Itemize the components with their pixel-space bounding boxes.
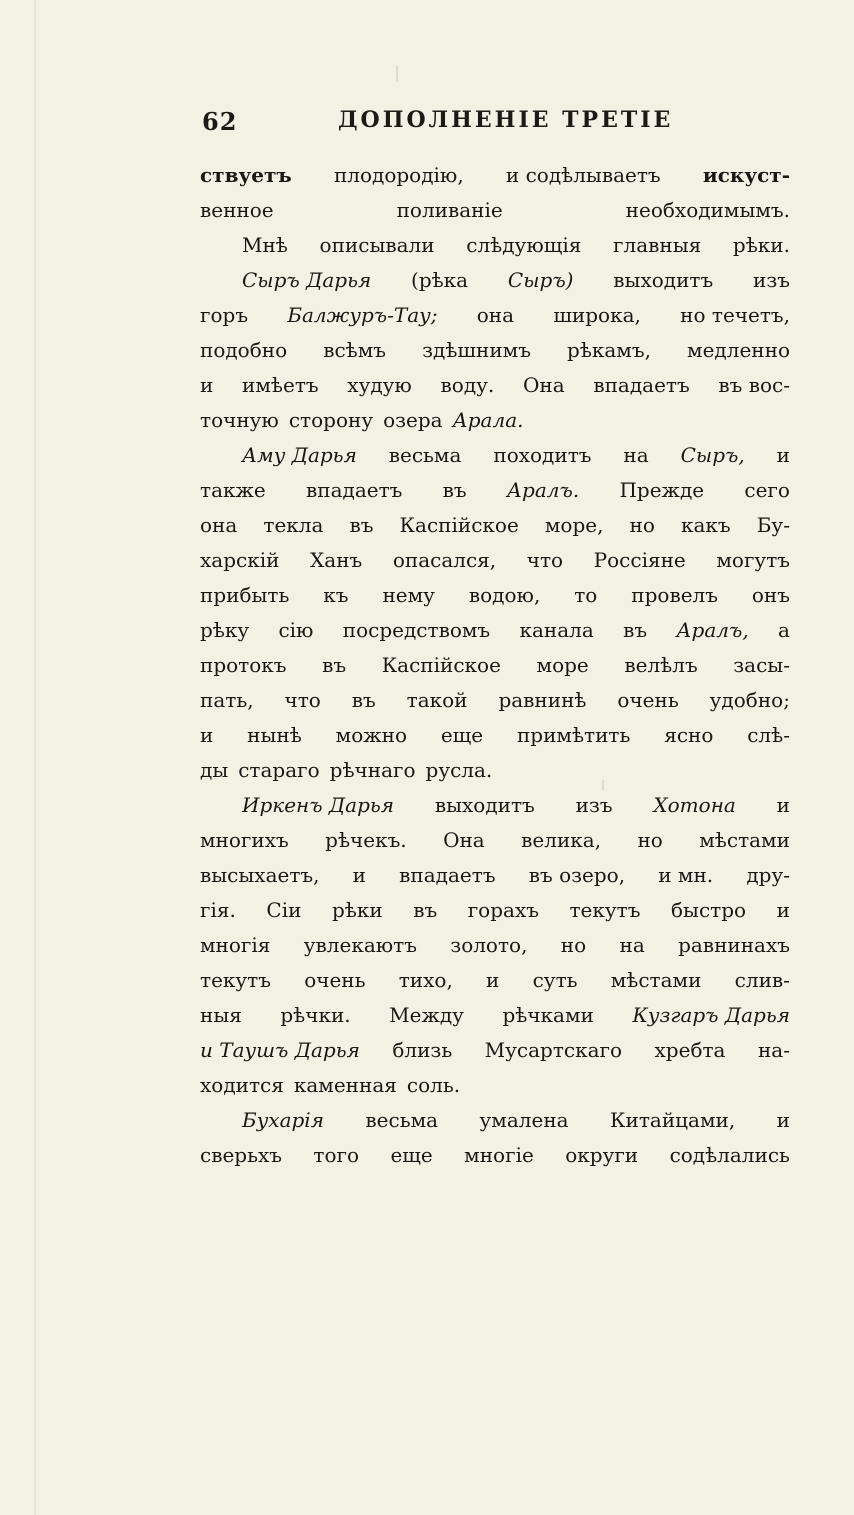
text-line bbox=[200, 473, 790, 508]
text-segment: весьма bbox=[365, 1108, 439, 1132]
text-line bbox=[200, 963, 790, 998]
text-segment: главныя bbox=[613, 233, 702, 257]
text-segment: въ bbox=[349, 513, 374, 537]
text-segment: рѣчнаго bbox=[329, 758, 416, 782]
text-segment: ствуетъ bbox=[200, 163, 292, 187]
text-line bbox=[200, 543, 790, 578]
text-segment: засы- bbox=[733, 653, 790, 677]
text-segment: Между bbox=[389, 1003, 464, 1027]
text-segment: Хотона bbox=[653, 793, 736, 817]
text-segment: широка, bbox=[553, 303, 641, 327]
text-segment: равнинахъ bbox=[678, 933, 790, 957]
text-segment: выходитъ bbox=[434, 793, 535, 817]
text-segment: нему bbox=[382, 583, 435, 607]
text-segment: очень bbox=[304, 968, 366, 992]
text-segment: ясно bbox=[664, 723, 714, 747]
text-segment: изъ bbox=[753, 268, 790, 292]
text-segment: примѣтить bbox=[516, 723, 631, 747]
text-segment: а bbox=[778, 618, 790, 642]
text-segment: но bbox=[629, 513, 655, 537]
text-segment: протокъ bbox=[200, 653, 287, 677]
text-segment: рѣки bbox=[331, 898, 383, 922]
text-segment: медленно bbox=[687, 338, 790, 362]
text-line bbox=[200, 193, 790, 228]
text-segment: море bbox=[536, 653, 589, 677]
text-segment: и bbox=[200, 373, 214, 397]
text-segment: точную bbox=[200, 408, 279, 432]
text-segment: въ bbox=[322, 653, 347, 677]
text-segment: умалена bbox=[479, 1108, 569, 1132]
text-segment: Россіяне bbox=[593, 548, 686, 572]
text-segment: Сыръ) bbox=[507, 268, 574, 292]
text-segment: очень bbox=[617, 688, 679, 712]
text-segment: и Таушъ Дарья bbox=[200, 1038, 360, 1062]
text-segment: велика, bbox=[521, 828, 602, 852]
text-segment: Иркенъ Дарья bbox=[242, 793, 395, 817]
text-segment: округи bbox=[565, 1143, 639, 1167]
text-segment: опасался, bbox=[392, 548, 497, 572]
text-segment: велѣлъ bbox=[624, 653, 698, 677]
text-segment: хребта bbox=[654, 1038, 726, 1062]
text-line bbox=[200, 403, 790, 438]
text-segment: русла. bbox=[425, 758, 493, 782]
text-segment: въ вос- bbox=[718, 373, 790, 397]
text-line bbox=[200, 998, 790, 1033]
text-segment: быстро bbox=[670, 898, 747, 922]
text-segment: въ bbox=[442, 478, 467, 502]
text-segment: еще bbox=[390, 1143, 433, 1167]
text-segment: текутъ bbox=[200, 968, 271, 992]
text-segment: ныя bbox=[200, 1003, 242, 1027]
text-segment: ды bbox=[200, 758, 229, 782]
text-segment: впадаетъ bbox=[399, 863, 496, 887]
text-line bbox=[200, 858, 790, 893]
text-segment: многіе bbox=[464, 1143, 534, 1167]
text-segment: и мн. bbox=[658, 863, 714, 887]
text-segment: Балжуръ-Тау; bbox=[287, 303, 438, 327]
text-segment: равнинѣ bbox=[498, 688, 587, 712]
text-segment: Мусартскаго bbox=[484, 1038, 623, 1062]
text-segment: море, bbox=[544, 513, 604, 537]
text-segment: всѣмъ bbox=[323, 338, 387, 362]
text-segment: поливаніе bbox=[396, 198, 503, 222]
text-line bbox=[200, 263, 790, 298]
text-segment: но bbox=[637, 828, 663, 852]
text-segment: Аралъ, bbox=[676, 618, 749, 642]
text-segment: на bbox=[619, 933, 645, 957]
text-segment: слѣдующія bbox=[466, 233, 582, 257]
text-line bbox=[200, 1138, 790, 1173]
text-segment: многихъ bbox=[200, 828, 289, 852]
text-segment: выходитъ bbox=[613, 268, 714, 292]
text-segment: искуст- bbox=[702, 163, 790, 187]
running-title: ДОПОЛНЕНІЕ ТРЕТІЕ bbox=[338, 107, 674, 133]
text-segment: рѣчки. bbox=[280, 1003, 351, 1027]
page-header bbox=[202, 103, 672, 143]
text-line bbox=[200, 368, 790, 403]
text-line bbox=[200, 158, 790, 193]
text-segment: гія. bbox=[200, 898, 236, 922]
text-segment: рѣчекъ. bbox=[325, 828, 407, 852]
text-line bbox=[200, 228, 790, 263]
text-line bbox=[200, 893, 790, 928]
text-segment: дру- bbox=[746, 863, 790, 887]
text-segment: Сыръ, bbox=[680, 443, 745, 467]
text-segment: Каспійское bbox=[399, 513, 519, 537]
text-segment: какъ bbox=[681, 513, 731, 537]
text-segment: къ bbox=[323, 583, 349, 607]
text-line bbox=[200, 788, 790, 823]
text-segment: канала bbox=[519, 618, 594, 642]
text-segment: такой bbox=[406, 688, 468, 712]
page-smudge bbox=[396, 66, 398, 82]
text-segment: многія bbox=[200, 933, 271, 957]
text-segment: Бухарія bbox=[242, 1108, 324, 1132]
text-segment: венное bbox=[200, 198, 274, 222]
text-segment: тихо, bbox=[398, 968, 453, 992]
text-segment: подобно bbox=[200, 338, 288, 362]
text-segment: сторону bbox=[288, 408, 374, 432]
text-segment: Аралъ. bbox=[506, 478, 580, 502]
text-line bbox=[200, 718, 790, 753]
text-segment: слѣ- bbox=[747, 723, 790, 747]
text-segment: что bbox=[526, 548, 564, 572]
text-segment: Каспійское bbox=[381, 653, 501, 677]
text-segment: провелъ bbox=[631, 583, 718, 607]
text-segment: Она bbox=[522, 373, 565, 397]
text-line bbox=[200, 928, 790, 963]
text-segment: она bbox=[200, 513, 238, 537]
text-segment: высыхаетъ, bbox=[200, 863, 320, 887]
text-segment: слив- bbox=[734, 968, 790, 992]
text-segment: посредствомъ bbox=[342, 618, 491, 642]
text-segment: но течетъ, bbox=[680, 303, 790, 327]
text-line bbox=[200, 613, 790, 648]
text-segment: въ bbox=[623, 618, 648, 642]
text-segment: она bbox=[476, 303, 515, 327]
text-segment: весьма bbox=[388, 443, 462, 467]
text-segment: стараго bbox=[238, 758, 320, 782]
text-segment: (рѣка bbox=[411, 268, 469, 292]
text-segment: сего bbox=[744, 478, 790, 502]
page-number: 62 bbox=[202, 107, 238, 136]
text-segment: но bbox=[560, 933, 587, 957]
text-segment: сію bbox=[278, 618, 314, 642]
body-text bbox=[200, 158, 790, 1173]
text-segment: изъ bbox=[575, 793, 613, 817]
text-segment: на bbox=[623, 443, 649, 467]
text-segment: Бу- bbox=[756, 513, 790, 537]
text-line bbox=[200, 333, 790, 368]
text-segment: рѣки. bbox=[732, 233, 790, 257]
text-segment: походитъ bbox=[493, 443, 592, 467]
text-segment: впадаетъ bbox=[593, 373, 690, 397]
text-segment: онъ bbox=[751, 583, 790, 607]
text-segment: также bbox=[200, 478, 266, 502]
text-segment: имѣетъ bbox=[242, 373, 319, 397]
text-segment: нынѣ bbox=[247, 723, 302, 747]
text-segment: Кузгаръ Дарья bbox=[632, 1003, 790, 1027]
text-segment: могутъ bbox=[716, 548, 790, 572]
text-segment: сверьхъ bbox=[200, 1143, 282, 1167]
text-segment: мѣстами bbox=[610, 968, 702, 992]
text-segment: Аму Дарья bbox=[242, 443, 357, 467]
text-segment: горахъ bbox=[467, 898, 539, 922]
text-segment: золото, bbox=[450, 933, 528, 957]
text-segment: въ bbox=[413, 898, 438, 922]
text-segment: воду. bbox=[440, 373, 495, 397]
text-segment: необходимымъ. bbox=[625, 198, 790, 222]
text-segment: еще bbox=[440, 723, 484, 747]
text-segment: и bbox=[486, 968, 500, 992]
text-segment: Ханъ bbox=[310, 548, 363, 572]
text-line bbox=[200, 298, 790, 333]
text-segment: горъ bbox=[200, 303, 249, 327]
text-segment: и bbox=[776, 898, 790, 922]
text-segment: здѣшнимъ bbox=[422, 338, 531, 362]
text-segment: текла bbox=[263, 513, 324, 537]
text-segment: каменная bbox=[293, 1073, 397, 1097]
text-segment: Арала. bbox=[452, 408, 524, 432]
text-segment: водою, bbox=[468, 583, 541, 607]
text-line bbox=[200, 648, 790, 683]
text-segment: Сіи bbox=[266, 898, 302, 922]
text-segment: Прежде bbox=[619, 478, 705, 502]
text-segment: рѣкамъ, bbox=[567, 338, 651, 362]
text-segment: пать, bbox=[200, 688, 254, 712]
text-line bbox=[200, 508, 790, 543]
text-segment: суть bbox=[532, 968, 578, 992]
text-segment: на- bbox=[757, 1038, 790, 1062]
text-segment: Мнѣ bbox=[242, 233, 288, 257]
text-segment: можно bbox=[335, 723, 408, 747]
text-segment: близь bbox=[392, 1038, 453, 1062]
text-segment: прибыть bbox=[200, 583, 290, 607]
text-line bbox=[200, 1103, 790, 1138]
text-line bbox=[200, 1033, 790, 1068]
text-line bbox=[200, 753, 790, 788]
text-segment: и bbox=[352, 863, 366, 887]
text-segment: и содѣлываетъ bbox=[505, 163, 661, 187]
text-segment: Китайцами, bbox=[610, 1108, 736, 1132]
text-line bbox=[200, 1068, 790, 1103]
text-segment: рѣчками bbox=[502, 1003, 594, 1027]
text-segment: что bbox=[284, 688, 321, 712]
text-segment: и bbox=[200, 723, 214, 747]
text-line bbox=[200, 438, 790, 473]
text-line bbox=[200, 578, 790, 613]
text-segment: харскій bbox=[200, 548, 280, 572]
text-segment: и bbox=[776, 1108, 790, 1132]
text-segment: въ озеро, bbox=[528, 863, 626, 887]
text-segment: и bbox=[776, 443, 790, 467]
text-segment: текутъ bbox=[569, 898, 641, 922]
text-segment: того bbox=[313, 1143, 360, 1167]
text-segment: ходится bbox=[200, 1073, 284, 1097]
text-segment: Сыръ Дарья bbox=[242, 268, 372, 292]
text-segment: въ bbox=[351, 688, 376, 712]
text-segment: то bbox=[574, 583, 598, 607]
text-segment: Она bbox=[443, 828, 485, 852]
text-segment: увлекаютъ bbox=[303, 933, 417, 957]
text-segment: соль. bbox=[406, 1073, 461, 1097]
text-segment: и bbox=[776, 793, 790, 817]
text-segment: мѣстами bbox=[699, 828, 790, 852]
text-segment: плодородію, bbox=[333, 163, 464, 187]
text-line bbox=[200, 683, 790, 718]
text-segment: содѣлались bbox=[669, 1143, 790, 1167]
text-line bbox=[200, 823, 790, 858]
text-segment: описывали bbox=[319, 233, 435, 257]
text-segment: худую bbox=[347, 373, 412, 397]
text-segment: озера bbox=[383, 408, 443, 432]
text-segment: удобно; bbox=[709, 688, 790, 712]
text-segment: впадаетъ bbox=[306, 478, 403, 502]
text-segment: рѣку bbox=[200, 618, 250, 642]
